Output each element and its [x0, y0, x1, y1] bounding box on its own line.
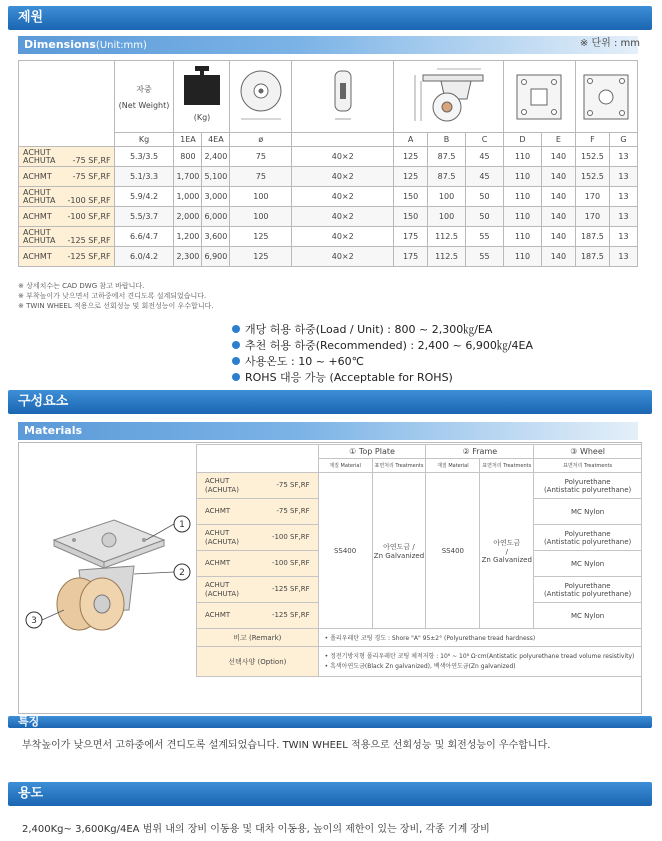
bullet-icon [232, 325, 240, 333]
wheel-material [534, 551, 642, 577]
sub-material: 재질 Material [426, 459, 480, 473]
model-name: ACHMT [23, 251, 52, 261]
cell-f: 152.5 [575, 147, 609, 167]
model-name: ACHMT [205, 611, 231, 619]
cell-kg: 6.0/4.2 [114, 247, 174, 267]
cell-d: 110 [503, 227, 541, 247]
spec-recommended: 추천 허용 하중(Recommended) : 2,400 ~ 6,900㎏/4EA [245, 339, 533, 352]
cell-g: 13 [609, 207, 637, 227]
wheel-material [534, 525, 642, 551]
cell-c: 55 [466, 247, 504, 267]
col-c: C [466, 133, 504, 147]
cell-d: 110 [503, 207, 541, 227]
wheel-line-alt: (Antistatic polyurethane) [543, 485, 632, 494]
model-name-alt: (ACHUTA) [205, 485, 239, 494]
col-b: B [428, 133, 466, 147]
cell-ea1: 1,000 [174, 187, 202, 207]
cell-f: 187.5 [575, 227, 609, 247]
cell-e: 140 [541, 227, 575, 247]
model-suffix: -125 SF,RF [67, 235, 111, 245]
cell-b: 87.5 [428, 147, 466, 167]
cell-dia: 75 [230, 167, 292, 187]
top-plate-treatment [372, 473, 426, 629]
model-suffix: -125 SF,RF [67, 251, 111, 261]
wheel-side-icon-cell [292, 61, 394, 133]
wheel-diameter-icon [233, 65, 289, 127]
table-row [19, 207, 638, 227]
model-suffix: -100 SF,RF [67, 195, 111, 205]
dimensions-table [18, 60, 638, 267]
model-cell [19, 227, 115, 247]
table-row [19, 227, 638, 247]
top-plate-outline-cell [575, 61, 637, 133]
cell-e: 140 [541, 167, 575, 187]
cell-b: 100 [428, 207, 466, 227]
cell-kg: 5.3/3.5 [114, 147, 174, 167]
section-header-spec: 제원 [8, 6, 652, 30]
usage-text: 2,400Kg~ 3,600Kg/4EA 범위 내의 장비 이동용 및 대차 이동용, 높이의 제한이 있는 장비, 각종 기계 장비 [22, 824, 490, 835]
remark-label: 비고 (Remark) [197, 629, 319, 647]
materials-header: Materials [18, 422, 638, 440]
cell-kg: 6.6/4.7 [114, 227, 174, 247]
cell-ea4: 6,900 [202, 247, 230, 267]
wheel-material [534, 473, 642, 499]
model-name: ACHUT [23, 147, 51, 157]
weight-label-ko: 자중 [136, 84, 152, 94]
model-cell [19, 247, 115, 267]
treat-line: Zn Galvanized [481, 555, 532, 564]
cell-f: 170 [575, 187, 609, 207]
cell-c: 55 [466, 227, 504, 247]
section-header-features: 특징 [8, 716, 652, 728]
cell-e: 140 [541, 187, 575, 207]
spec-item [232, 354, 533, 370]
cell-c: 45 [466, 147, 504, 167]
model-name: ACHUT [205, 528, 230, 537]
model-suffix: -75 SF,RF [72, 171, 111, 181]
model-name: ACHUT [23, 187, 51, 197]
wheel-material [534, 603, 642, 629]
treat-line: 아연도금 [493, 538, 521, 547]
cell-b: 87.5 [428, 167, 466, 187]
caster-assembly-illustration [24, 500, 194, 640]
section-header-components: 구성요소 [8, 390, 652, 414]
callout-2: 2 [179, 568, 185, 578]
spec-load: 개당 허용 하중(Load / Unit) : 800 ~ 2,300㎏/EA [245, 323, 493, 336]
spec-item [232, 338, 533, 354]
spec-list [232, 322, 533, 386]
caster-side-drawing [401, 63, 497, 129]
unit-note: ※ 단위 : mm [579, 38, 640, 49]
cell-w: 40×2 [292, 207, 394, 227]
model-name: ACHUT [205, 580, 230, 589]
sub-treatment: 표면처리 Treatments [372, 459, 426, 473]
cell-d: 110 [503, 187, 541, 207]
treat-line: Zn Galvanized [373, 551, 425, 560]
cell-ea4: 6,000 [202, 207, 230, 227]
table-row [19, 147, 638, 167]
cell-dia: 100 [230, 187, 292, 207]
cell-a: 125 [394, 147, 428, 167]
model-suffix: -100 SF,RF [271, 532, 310, 541]
svg-text:(Kg): (Kg) [193, 112, 211, 122]
col-a: A [394, 133, 428, 147]
model-suffix: -125 SF,RF [271, 584, 310, 593]
cell-ea1: 800 [174, 147, 202, 167]
cell-c: 45 [466, 167, 504, 187]
wheel-front-icon-cell [230, 61, 292, 133]
cell-dia: 75 [230, 147, 292, 167]
cell-g: 13 [609, 227, 637, 247]
cell-a: 175 [394, 247, 428, 267]
cell-w: 40×2 [292, 147, 394, 167]
model-suffix: -75 SF,RF [276, 507, 310, 515]
model-name: ACHMT [205, 507, 231, 515]
model-suffix: -125 SF,RF [271, 611, 310, 619]
bullet-icon [232, 341, 240, 349]
col-kg: Kg [114, 133, 174, 147]
cell-w: 40×2 [292, 247, 394, 267]
cell-g: 13 [609, 147, 637, 167]
dimensions-header [18, 36, 638, 54]
wheel-width-icon [313, 65, 373, 127]
col-frame: ② Frame [426, 445, 534, 459]
wheel-line-alt: (Antistatic polyurethane) [543, 589, 632, 598]
top-plate-drawing-cell [503, 61, 575, 133]
weight-block-icon [176, 64, 228, 128]
treat-line: 아연도금 / [383, 542, 415, 551]
cell-g: 13 [609, 247, 637, 267]
cell-dia: 125 [230, 227, 292, 247]
col-diameter: ø [230, 133, 292, 147]
wheel-material [534, 577, 642, 603]
mat-corner [197, 445, 319, 473]
model-cell [19, 187, 115, 207]
dimensions-title: Dimensions [24, 38, 96, 51]
model-name: ACHMT [23, 171, 52, 181]
wheel-line: Polyurethane [564, 477, 611, 486]
wheel-line: MC Nylon [571, 559, 605, 568]
sub-treatment: 표면처리 Treatments [480, 459, 534, 473]
cell-d: 110 [503, 167, 541, 187]
table-row [19, 167, 638, 187]
col-4ea: 4EA [202, 133, 230, 147]
cell-kg: 5.5/3.7 [114, 207, 174, 227]
note-2: ※ 부착높이가 낮으면서 고하중에서 견디도록 설계되었습니다. [18, 292, 207, 300]
model-suffix: -75 SF,RF [72, 155, 111, 165]
dimensions-unit: (Unit:mm) [95, 40, 147, 51]
wheel-line: Polyurethane [564, 529, 611, 538]
option-2: • 흑색아연도금(Black Zn galvanized), 백색아연도금(Zn galvanized) [324, 662, 516, 670]
col-top-plate: ① Top Plate [318, 445, 426, 459]
wheel-line-alt: (Antistatic polyurethane) [543, 537, 632, 546]
model-name-alt: ACHUTA [23, 155, 56, 165]
note-3: ※ TWIN WHEEL 적용으로 선회성능 및 회전성능이 우수합니다. [18, 302, 214, 310]
treat-line: / [505, 547, 508, 556]
section-header-usage: 용도 [8, 782, 652, 806]
model-name: ACHUT [23, 227, 51, 237]
model-name-alt: (ACHUTA) [205, 589, 239, 598]
cell-a: 125 [394, 167, 428, 187]
spec-temperature: 사용온도 : 10 ~ +60℃ [245, 355, 364, 368]
cell-w: 40×2 [292, 167, 394, 187]
table-row [19, 187, 638, 207]
materials-table [196, 444, 642, 677]
bullet-icon [232, 357, 240, 365]
table-row [197, 473, 642, 499]
mat-model-cell [197, 499, 319, 525]
cell-w: 40×2 [292, 227, 394, 247]
cell-c: 50 [466, 207, 504, 227]
cell-g: 13 [609, 187, 637, 207]
frame-treatment [480, 473, 534, 629]
model-cell [19, 167, 115, 187]
bullet-icon [232, 373, 240, 381]
col-g: G [609, 133, 637, 147]
top-plate-outline-drawing [576, 65, 636, 127]
col-d: D [503, 133, 541, 147]
option-label: 선택사양 (Option) [197, 647, 319, 677]
cell-dia: 125 [230, 247, 292, 267]
model-suffix: -100 SF,RF [67, 211, 111, 221]
frame-material: SS400 [426, 473, 480, 629]
col-1ea: 1EA [174, 133, 202, 147]
cell-f: 152.5 [575, 167, 609, 187]
option-1: • 정전기방지형 폴리우레탄 코팅 체적저항 : 10⁶ ~ 10⁸ Ω·cm(Antistatic polyurethane tread volume resistivity) [324, 652, 635, 660]
cell-w: 40×2 [292, 187, 394, 207]
cell-f: 187.5 [575, 247, 609, 267]
cell-a: 175 [394, 227, 428, 247]
mat-model-cell [197, 577, 319, 603]
caster-side-drawing-cell [394, 61, 504, 133]
col-wheel: ③ Wheel [534, 445, 642, 459]
cell-d: 110 [503, 147, 541, 167]
model-suffix: -100 SF,RF [271, 559, 310, 567]
cell-b: 100 [428, 187, 466, 207]
callout-1: 1 [179, 520, 185, 530]
cell-ea4: 3,600 [202, 227, 230, 247]
cell-e: 140 [541, 207, 575, 227]
cell-ea1: 1,700 [174, 167, 202, 187]
cell-ea4: 5,100 [202, 167, 230, 187]
spec-item [232, 322, 533, 338]
cell-ea1: 1,200 [174, 227, 202, 247]
cell-dia: 100 [230, 207, 292, 227]
cell-a: 150 [394, 207, 428, 227]
table-row [19, 247, 638, 267]
col-e: E [541, 133, 575, 147]
cell-g: 13 [609, 167, 637, 187]
spec-item [232, 370, 533, 386]
wheel-line: Polyurethane [564, 581, 611, 590]
mat-model-cell [197, 551, 319, 577]
cell-ea1: 2,300 [174, 247, 202, 267]
top-plate-material: SS400 [318, 473, 372, 629]
features-text: 부착높이가 낮으면서 고하중에서 견디도록 설계되었습니다. TWIN WHEEL 적용으로 선회성능 및 회전성능이 우수합니다. [22, 740, 551, 751]
sub-material: 재질 Material [318, 459, 372, 473]
remark-text: • 폴리우레탄 코팅 경도 : Shore "A" 95±2° (Polyurethane tread hardness) [318, 629, 641, 647]
mat-model-cell [197, 603, 319, 629]
cell-ea1: 2,000 [174, 207, 202, 227]
weight-label-en: (Net Weight) [118, 100, 170, 110]
cell-ea4: 2,400 [202, 147, 230, 167]
cell-b: 112.5 [428, 247, 466, 267]
model-name: ACHMT [23, 211, 52, 221]
spec-rohs: ROHS 대응 가능 (Acceptable for ROHS) [245, 371, 453, 384]
cell-kg: 5.9/4.2 [114, 187, 174, 207]
mat-model-cell [197, 473, 319, 499]
cell-e: 140 [541, 147, 575, 167]
cell-f: 170 [575, 207, 609, 227]
model-name: ACHMT [205, 559, 231, 567]
net-weight-label [114, 61, 174, 133]
top-plate-holes-drawing [507, 65, 571, 127]
sub-treatment: 표면처리 Treatments [534, 459, 642, 473]
load-icon-cell [174, 61, 230, 133]
cell-c: 50 [466, 187, 504, 207]
cell-d: 110 [503, 247, 541, 267]
callout-3: 3 [31, 616, 37, 626]
wheel-line: MC Nylon [571, 611, 605, 620]
dimension-notes [18, 281, 214, 311]
note-1: ※ 상세치수는 CAD DWG 참고 바랍니다. [18, 282, 145, 290]
wheel-material [534, 499, 642, 525]
cell-e: 140 [541, 247, 575, 267]
blank-corner [19, 61, 115, 147]
model-name-alt: ACHUTA [23, 235, 56, 245]
cell-kg: 5.1/3.3 [114, 167, 174, 187]
model-name-alt: (ACHUTA) [205, 537, 239, 546]
cell-b: 112.5 [428, 227, 466, 247]
mat-model-cell [197, 525, 319, 551]
model-cell [19, 207, 115, 227]
wheel-line: MC Nylon [571, 507, 605, 516]
model-suffix: -75 SF,RF [276, 480, 310, 489]
model-name: ACHUT [205, 476, 230, 485]
cell-ea4: 3,000 [202, 187, 230, 207]
model-cell [19, 147, 115, 167]
col-f: F [575, 133, 609, 147]
col-width [292, 133, 394, 147]
model-name-alt: ACHUTA [23, 195, 56, 205]
cell-a: 150 [394, 187, 428, 207]
